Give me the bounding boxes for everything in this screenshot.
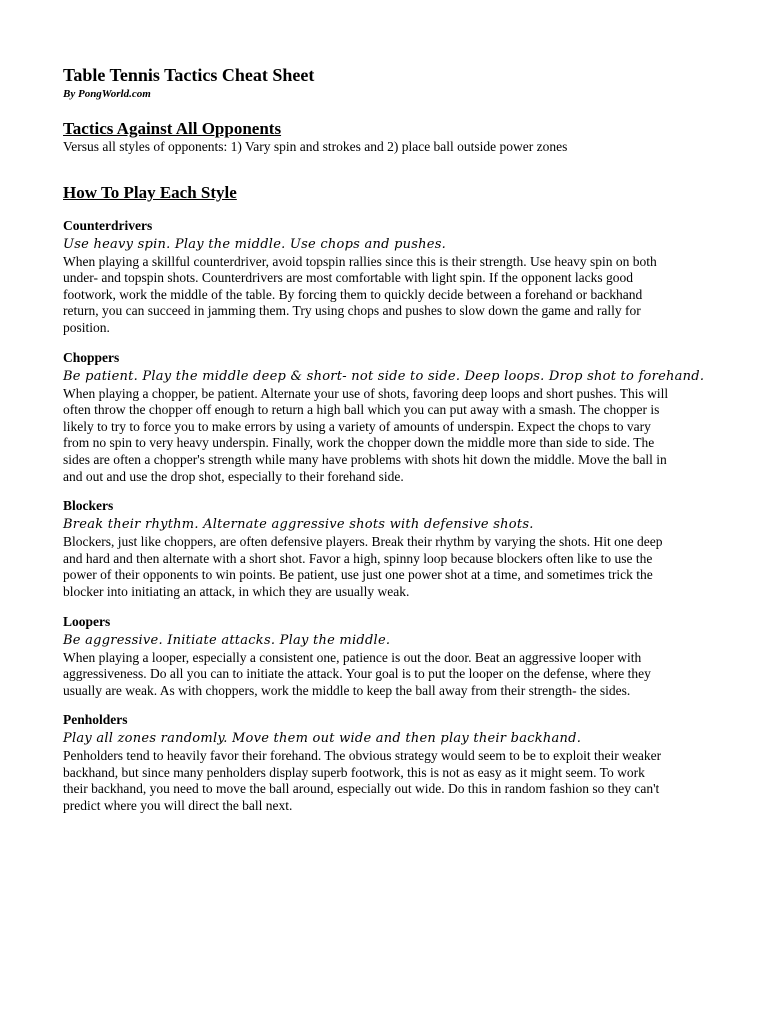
- text-line: sides are often a chopper's strength while many have problems with shots hit down the middle. Move the ball in: [63, 451, 667, 467]
- text-line: power of their opponents to win points. Be patient, use just one power shot at a time, and sometimes trick the: [63, 567, 653, 583]
- style-block-loopers: [63, 614, 695, 700]
- text-line: Blockers, just like choppers, are often defensive players. Break their rhythm by varying the shots. Hit one deep: [63, 534, 663, 550]
- text-line: When playing a skillful counterdriver, avoid topspin rallies since this is their strength. Use heavy spin on both: [63, 253, 657, 269]
- style-block-blockers: [63, 498, 695, 600]
- style-name: Loopers: [63, 613, 111, 629]
- style-description: [63, 534, 695, 600]
- style-name: Choppers: [63, 349, 120, 365]
- text-line: and out and use the drop shot, especially to their forehand side.: [63, 468, 404, 484]
- style-name: Counterdrivers: [63, 217, 153, 233]
- style-block-counterdrivers: [63, 218, 695, 337]
- text-line: under- and topspin shots. Counterdrivers are most comfortable with light spin. If the opponent lacks good: [63, 270, 633, 286]
- text-line: return, you can succeed in jamming them. Try using chops and pushes to slow down the game and rally for: [63, 303, 641, 319]
- style-description: [63, 386, 695, 486]
- text-line: When playing a looper, especially a consistent one, patience is out the door. Beat an aggressive looper with: [63, 649, 642, 665]
- document-byline: By PongWorld.com: [63, 88, 151, 100]
- style-description: [63, 650, 695, 700]
- text-line: position.: [63, 319, 110, 335]
- text-line: from no spin to very heavy underspin. Finally, work the chopper down the middle more than side to side. The: [63, 435, 655, 451]
- style-block-penholders: [63, 712, 695, 814]
- style-tagline: Play all zones randomly. Move them out wide and then play their backhand.: [63, 731, 582, 747]
- style-tagline: Break their rhythm. Alternate aggressive shots with defensive shots.: [63, 517, 534, 533]
- style-description: [63, 748, 695, 814]
- text-line: predict where you will direct the ball next.: [63, 798, 293, 814]
- text-line: Penholders tend to heavily favor their forehand. The obvious strategy would seem to be to exploit their weaker: [63, 748, 662, 764]
- style-name: Penholders: [63, 712, 128, 728]
- style-tagline: Use heavy spin. Play the middle. Use chops and pushes.: [63, 236, 447, 252]
- text-line: their backhand, you need to move the ball around, especially out wide. Do this in random fashion so they can't: [63, 781, 660, 797]
- style-name: Blockers: [63, 498, 114, 514]
- section-heading-each-style: How To Play Each Style: [63, 182, 237, 202]
- all-opponents-text: Versus all styles of opponents: 1) Vary spin and strokes and 2) place ball outside power zones: [63, 139, 568, 154]
- style-description: [63, 254, 695, 337]
- style-tagline: Be patient. Play the middle deep & short- not side to side. Deep loops. Drop shot to forehand.: [63, 368, 705, 384]
- text-line: aggressiveness. Do all you can to initiate the attack. Your goal is to put the looper on the defense, where they: [63, 666, 651, 682]
- text-line: usually are weak. As with choppers, work the middle to keep the ball away from their strength- the sides.: [63, 682, 631, 698]
- text-line: often throw the chopper off enough to return a high ball which you can put away with a smash. The chopper is: [63, 402, 660, 418]
- text-line: When playing a chopper, be patient. Alternate your use of shots, favoring deep loops and short pushes. This will: [63, 385, 669, 401]
- style-tagline: Be aggressive. Initiate attacks. Play the middle.: [63, 632, 391, 648]
- document-page: [63, 64, 705, 815]
- section-heading-all-opponents: Tactics Against All Opponents: [63, 119, 282, 138]
- text-line: backhand, but since many penholders display superb footwork, this is not as easy as it might seem. To work: [63, 764, 645, 780]
- style-block-choppers: [63, 349, 705, 486]
- text-line: footwork, work the middle of the table. By forcing them to quickly decide between a forehand or backhand: [63, 286, 643, 302]
- document-title: Table Tennis Tactics Cheat Sheet: [63, 65, 315, 85]
- text-line: blocker into initiating an attack, in which they are usually weak.: [63, 583, 410, 599]
- text-line: likely to try to force you to make errors by using a variety of amounts of underspin. Expect the chops to vary: [63, 418, 651, 434]
- text-line: and hard and then alternate with a short shot. Favor a high, spinny loop because blockers often like to use the: [63, 550, 653, 566]
